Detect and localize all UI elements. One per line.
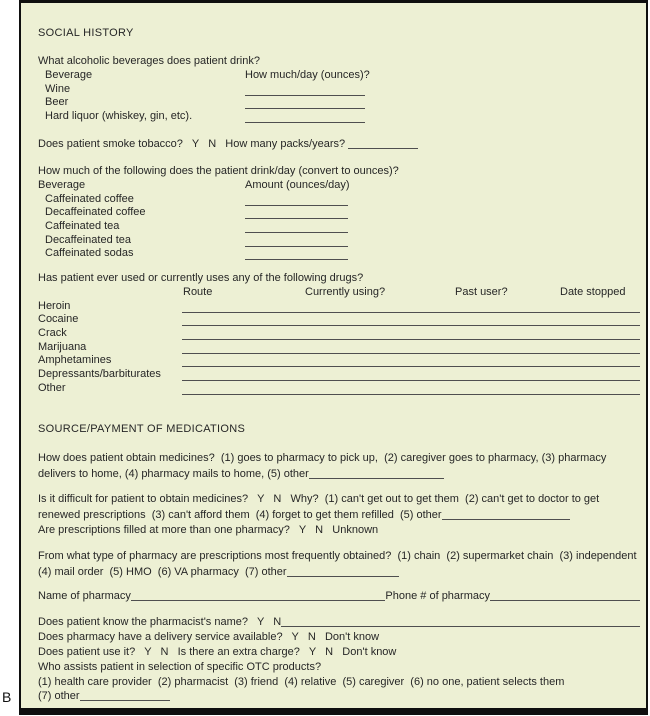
pharmacy-type-other-blank bbox=[287, 566, 399, 577]
pharmacy-name-blank bbox=[131, 600, 385, 601]
section-title-social-history: SOCIAL HISTORY bbox=[38, 27, 134, 39]
drug-row-blank bbox=[182, 312, 640, 313]
alcohol-amount-blank bbox=[245, 95, 365, 96]
caffeine-row-label: Decaffeinated coffee bbox=[45, 206, 146, 218]
use-extra-charge-question: Does patient use it? Y N Is there an extra charge? Y N Don't know bbox=[38, 646, 397, 658]
pharmacy-type-line1: From what type of pharmacy are prescriptions most frequently obtained? (1) chain (2) supermarket chain (3) independent bbox=[38, 550, 637, 562]
drug-row-blank bbox=[182, 394, 640, 395]
drug-row-label: Marijuana bbox=[38, 341, 87, 353]
caffeine-row-label: Decaffeinated tea bbox=[45, 234, 132, 246]
caffeine-amount-blank bbox=[245, 232, 348, 233]
caffeine-row-label: Caffeinated tea bbox=[45, 220, 120, 232]
caffeine-amount-blank bbox=[245, 218, 348, 219]
caffeine-row-label: Caffeinated coffee bbox=[45, 193, 134, 205]
difficult-obtain-line2 bbox=[38, 509, 570, 521]
tobacco-question bbox=[38, 138, 418, 150]
obtain-medicines-line2-text: delivers to home, (4) pharmacy mails to home, (5) other bbox=[38, 468, 309, 480]
drug-row-blank bbox=[182, 353, 640, 354]
caffeine-beverage-header: Beverage bbox=[38, 179, 86, 191]
caffeine-amount-header: Amount (ounces/day) bbox=[245, 179, 350, 191]
pharmacy-type-line2-text: (4) mail order (5) HMO (6) VA pharmacy (7) other bbox=[38, 566, 287, 578]
drug-row-label: Cocaine bbox=[38, 313, 79, 325]
drugs-question: Has patient ever used or currently uses any of the following drugs? bbox=[38, 272, 364, 284]
tobacco-packs-blank bbox=[348, 138, 418, 149]
caffeine-amount-blank bbox=[245, 205, 348, 206]
drugs-col-date-stopped: Date stopped bbox=[560, 286, 626, 298]
pharmacist-name-question: Does patient know the pharmacist's name? Y N bbox=[38, 616, 282, 628]
caffeine-amount-blank bbox=[245, 246, 348, 247]
alcohol-amount-header: How much/day (ounces)? bbox=[245, 69, 370, 81]
alcohol-row-label: Beer bbox=[45, 96, 69, 108]
drug-row-label: Amphetamines bbox=[38, 354, 112, 366]
tobacco-question-text: Does patient smoke tobacco? Y N How many packs/years? bbox=[38, 138, 349, 150]
pharmacy-type-line2 bbox=[38, 566, 399, 578]
otc-options: (1) health care provider (2) pharmacist (3) friend (4) relative (5) caregiver (6) no one, patient selects them bbox=[38, 676, 565, 688]
pharmacy-phone-label: Phone # of pharmacy bbox=[385, 590, 490, 602]
drug-row-label: Crack bbox=[38, 327, 67, 339]
alcohol-amount-blank bbox=[245, 122, 365, 123]
alcohol-amount-blank bbox=[245, 108, 365, 109]
drug-row-blank bbox=[182, 380, 640, 381]
multi-pharmacy-question: Are prescriptions filled at more than one pharmacy? Y N Unknown bbox=[38, 524, 379, 536]
caffeine-question: How much of the following does the patient drink/day (convert to ounces)? bbox=[38, 165, 399, 177]
otc-other-line bbox=[38, 690, 170, 702]
drug-row-blank bbox=[182, 366, 640, 367]
caffeine-row-label: Caffeinated sodas bbox=[45, 247, 134, 259]
pharmacy-name-label: Name of pharmacy bbox=[38, 590, 131, 602]
obtain-medicines-line2 bbox=[38, 468, 444, 480]
alcohol-question: What alcoholic beverages does patient drink? bbox=[38, 55, 260, 67]
delivery-service-question: Does pharmacy have a delivery service available? Y N Don't know bbox=[38, 631, 380, 643]
caffeine-amount-blank bbox=[245, 259, 348, 260]
alcohol-beverage-header: Beverage bbox=[45, 69, 93, 81]
drug-row-label: Other bbox=[38, 382, 66, 394]
drug-row-blank bbox=[182, 339, 640, 340]
pharmacist-name-blank bbox=[281, 626, 640, 627]
otc-other-blank bbox=[80, 690, 170, 701]
alcohol-row-label: Hard liquor (whiskey, gin, etc). bbox=[45, 110, 193, 122]
drugs-col-route: Route bbox=[183, 286, 213, 298]
obtain-medicines-line1: How does patient obtain medicines? (1) goes to pharmacy to pick up, (2) caregiver goes to pharmacy, (3) pharmacy bbox=[38, 452, 607, 464]
difficult-other-blank bbox=[442, 509, 570, 520]
pharmacist-name-row bbox=[38, 616, 640, 628]
drug-row-label: Depressants/barbiturates bbox=[38, 368, 161, 380]
form-page bbox=[19, 0, 648, 715]
alcohol-row-label: Wine bbox=[45, 83, 71, 95]
drugs-col-past-user: Past user? bbox=[455, 286, 508, 298]
drugs-col-currently-using: Currently using? bbox=[305, 286, 386, 298]
pharmacy-phone-blank bbox=[490, 600, 640, 601]
figure-label: B bbox=[2, 689, 12, 705]
obtain-other-blank bbox=[309, 468, 444, 479]
drug-row-label: Heroin bbox=[38, 300, 71, 312]
otc-other-text: (7) other bbox=[38, 690, 80, 702]
drug-row-blank bbox=[182, 325, 640, 326]
difficult-obtain-line2-text: renewed prescriptions (3) can't afford them (4) forget to get them refilled (5) other bbox=[38, 509, 442, 521]
pharmacy-name-row bbox=[38, 590, 640, 602]
otc-question: Who assists patient in selection of specific OTC products? bbox=[38, 661, 322, 673]
difficult-obtain-line1: Is it difficult for patient to obtain medicines? Y N Why? (1) can't get out to get them (2) can't get to doctor to get bbox=[38, 493, 600, 505]
section-title-source-payment: SOURCE/PAYMENT OF MEDICATIONS bbox=[38, 423, 246, 435]
